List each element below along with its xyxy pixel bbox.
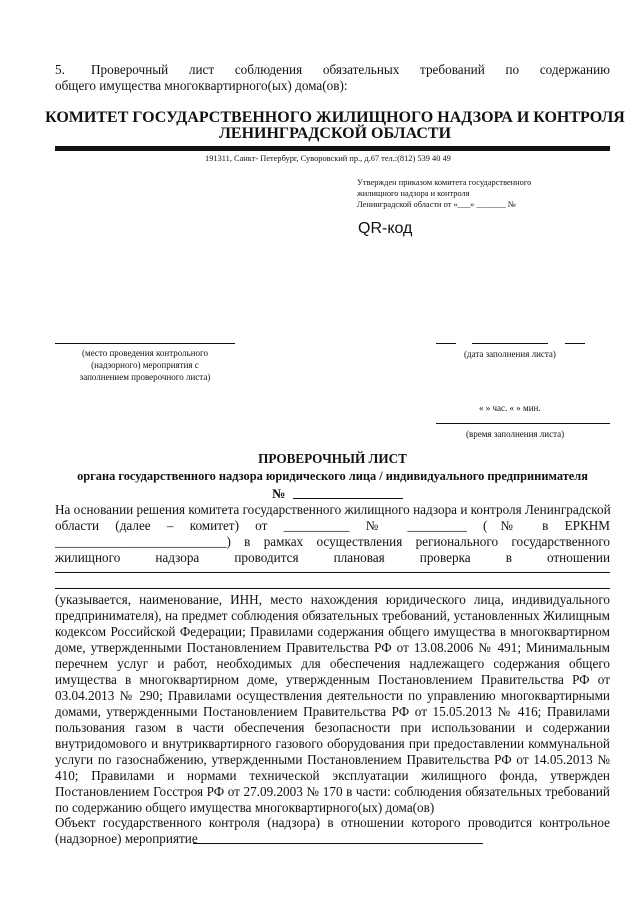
checklist-title: ПРОВЕРОЧНЫЙ ЛИСТ xyxy=(258,451,407,466)
intro-line-1 xyxy=(55,62,610,78)
object-line-2 xyxy=(55,831,198,847)
basis-line-4: жилищного надзора проводится плановая проверка в отношении xyxy=(55,550,610,565)
approval-line-2: жилищного надзора и контроля xyxy=(357,189,470,198)
entity-fill-line-1 xyxy=(55,572,610,573)
checklist-number-label: № xyxy=(272,486,286,501)
place-caption-line-2: (надзорного) мероприятия с xyxy=(91,360,199,370)
approval-note xyxy=(357,177,531,210)
org-address: 191311, Санкт- Петербург, Суворовский пр., д.67 тел.:(812) 539 40 49 xyxy=(205,154,451,163)
basis-line-1: На основании решения комитета государственного жилищного надзора и контроля Ленинградской xyxy=(55,502,611,517)
object-line-2-text: (надзорное) мероприятие xyxy=(55,831,198,846)
org-name-line-2: ЛЕНИНГРАДСКОЙ ОБЛАСТИ xyxy=(218,125,452,142)
date-field-line-year xyxy=(565,343,585,344)
org-name xyxy=(40,110,630,142)
date-field-line-month xyxy=(472,343,548,344)
object-fill-line xyxy=(193,843,483,844)
approval-line-1: Утвержден приказом комитета государственного xyxy=(357,178,532,187)
checklist-number-field xyxy=(293,486,403,499)
org-name-line-1: КОМИТЕТ ГОСУДАРСТВЕННОГО ЖИЛИЩНОГО НАДЗОРА И КОНТРОЛЯ xyxy=(45,109,625,126)
intro-text-1: Проверочный лист соблюдения обязательных требований по содержанию xyxy=(91,62,610,77)
entity-fill-line-2 xyxy=(55,588,610,589)
checklist-subtitle: органа государственного надзора юридического лица / индивидуального предпринимателя xyxy=(77,469,588,483)
place-field-line xyxy=(55,343,235,344)
time-value: « » час. « » мин. xyxy=(479,403,541,413)
place-caption-line-3: заполнением проверочного листа) xyxy=(79,372,211,382)
approval-line-3: Ленинградской области от «___» _______ № xyxy=(357,200,516,209)
place-caption-line-1: (место проведения контрольного xyxy=(82,348,208,358)
time-field-line xyxy=(436,423,610,424)
basis-line-3: __________________________) в рамках осуществления регионального государственного xyxy=(55,534,610,549)
qr-code-label: QR-код xyxy=(358,220,413,237)
header-thick-rule xyxy=(55,146,610,151)
date-field-line-day xyxy=(436,343,456,344)
object-line-1: Объект государственного контроля (надзора) в отношении которого проводится контрольное xyxy=(55,815,610,830)
intro-number: 5. xyxy=(55,62,65,77)
place-caption xyxy=(55,347,235,383)
checklist-number xyxy=(272,486,403,502)
time-caption: (время заполнения листа) xyxy=(466,429,565,439)
intro-line-2: общего имущества многоквартирного(ых) дома(ов): xyxy=(55,78,348,93)
date-caption: (дата заполнения листа) xyxy=(464,349,556,359)
basis-line-2: области (далее – комитет) от __________ № _________ (№ в ЕРКНМ xyxy=(55,518,610,533)
requirements-paragraph: (указывается, наименование, ИНН, место нахождения юридического лица, индивидуального предпринимателя), на предмет соблюдения обязательных требований, установленных Жилищным кодексом Российской Федерации; Правилами содержания общего имущества в многоквартирном доме, утвержденными Постановлением Правительства РФ от 13.08.2006 № 491; Минимальным перечнем услуг и работ, необходимых для обеспечения надлежащего содержания общего имущества в многоквартирном доме, утвержденным Постановлением Правительства РФ от 03.04.2013 № 290; Правилами осуществления деятельности по управлению многоквартирными домами, утвержденными Постановлением Правительства РФ от 15.05.2013 № 416; Правилами пользования газом в части обеспечения безопасности при использовании и содержании внутридомового и внутриквартирного газового оборудования при предоставлении коммунальной услуги по газоснабжению, утвержденными Постановлением Правительства РФ от 14.05.2013 № 410; Правилами и нормами технической эксплуатации жилищного фонда, утвержден Постановлением Госстроя РФ от 27.09.2003 № 170 в части: соблюдения обязательных требований по содержанию общего имущества многоквартирного(ых) дома(ов) xyxy=(55,592,610,815)
